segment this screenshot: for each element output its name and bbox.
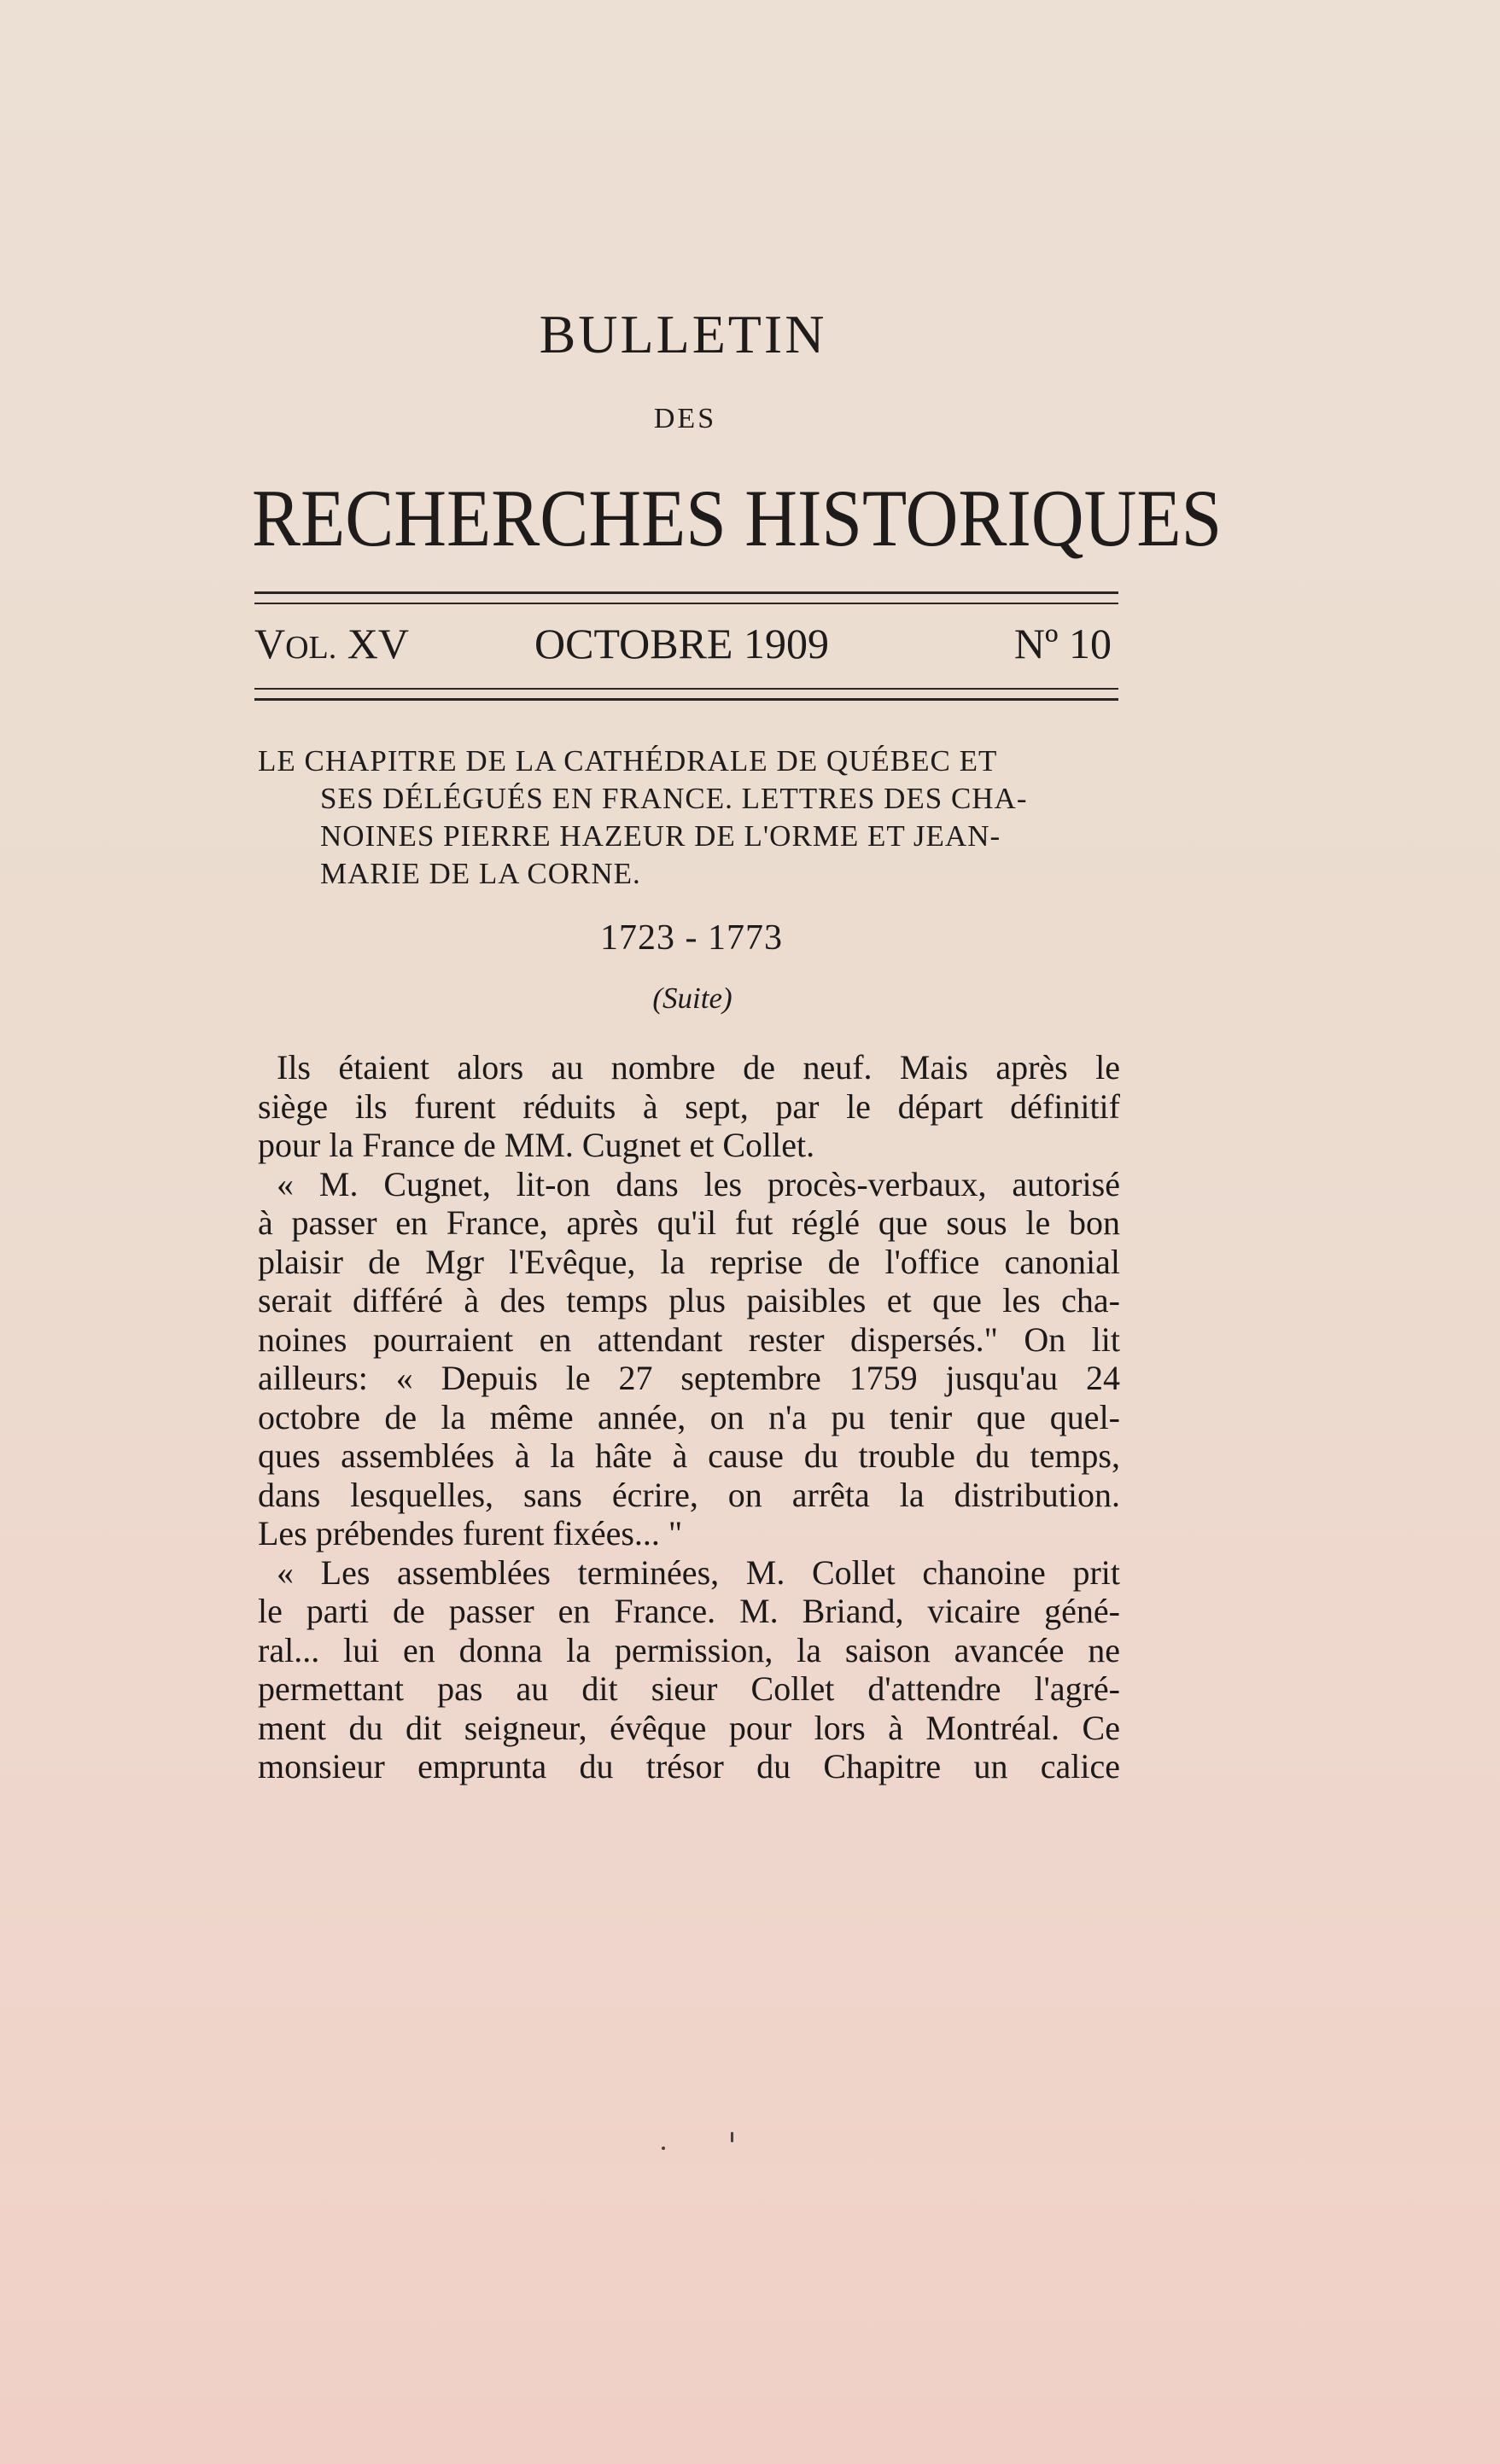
issue-line xyxy=(254,619,1118,679)
heading-line: NOINES PIERRE HAZEUR DE L'ORME ET JEAN- xyxy=(320,819,1001,853)
body-line: « Les assemblées terminées, M. Collet chanoine prit xyxy=(277,1552,1120,1592)
body-line: monsieur emprunta du trésor du Chapitre un calice xyxy=(258,1747,1120,1785)
body-line: pour la France de MM. Cugnet et Collet. xyxy=(258,1126,815,1164)
heading-line: SES DÉLÉGUÉS EN FRANCE. LETTRES DES CHA- xyxy=(320,782,1028,815)
bulletin-subtitle: RECHERCHES HISTORIQUES xyxy=(252,474,1223,564)
body-line: ral... lui en donna la permission, la saison avancée ne xyxy=(258,1630,1120,1669)
body-line: Ils étaient alors au nombre de neuf. Mais après le xyxy=(277,1048,1120,1086)
body-line: « M. Cugnet, lit-on dans les procès-verbaux, autorisé xyxy=(277,1164,1120,1203)
top-rule-thick xyxy=(254,591,1118,594)
paper-speck xyxy=(662,2147,665,2150)
bottom-rule-thin xyxy=(254,688,1118,690)
heading-line: MARIE DE LA CORNE. xyxy=(320,857,641,890)
body-line: octobre de la même année, on n'a pu tenir que quel- xyxy=(258,1397,1120,1436)
issue-number: Nº 10 xyxy=(1013,620,1112,667)
paper-speck xyxy=(731,2132,733,2142)
bulletin-title: BULLETIN xyxy=(539,304,827,364)
bottom-rule-thick xyxy=(254,698,1118,701)
body-line: serait différé à des temps plus paisibles et que les cha- xyxy=(258,1281,1120,1319)
body-line: siège ils furent réduits à sept, par le départ définitif xyxy=(258,1086,1120,1126)
body-line: le parti de passer en France. M. Briand, vicaire géné- xyxy=(258,1592,1120,1630)
body-line: ment du dit seigneur, évêque pour lors à Montréal. Ce xyxy=(258,1708,1120,1747)
heading-line: LE CHAPITRE DE LA CATHÉDRALE DE QUÉBEC ET xyxy=(258,744,998,778)
article-body xyxy=(258,1048,1120,1786)
top-rule-thin xyxy=(254,603,1118,604)
body-line: plaisir de Mgr l'Evêque, la reprise de l'office canonial xyxy=(258,1242,1120,1281)
volume-label: VOL. XV xyxy=(254,620,409,667)
body-line: à passer en France, après qu'il fut réglé que sous le bon xyxy=(258,1203,1120,1242)
issue-date: OCTOBRE 1909 xyxy=(534,620,829,667)
body-line: noines pourraient en attendant rester dispersés." On lit xyxy=(258,1319,1120,1359)
body-line: dans lesquelles, sans écrire, on arrêta la distribution. xyxy=(258,1475,1120,1514)
body-line: ailleurs: « Depuis le 27 septembre 1759 jusqu'au 24 xyxy=(258,1359,1120,1397)
body-line: permettant pas au dit sieur Collet d'attendre l'agré- xyxy=(258,1669,1120,1708)
article-heading xyxy=(258,743,1122,893)
article-continuation: (Suite) xyxy=(652,982,732,1015)
body-line: Les prébendes furent fixées... " xyxy=(258,1514,683,1552)
article-dates: 1723 - 1773 xyxy=(600,918,783,958)
bulletin-des: DES xyxy=(653,403,717,434)
body-line: ques assemblées à la hâte à cause du trouble du temps, xyxy=(258,1436,1120,1475)
